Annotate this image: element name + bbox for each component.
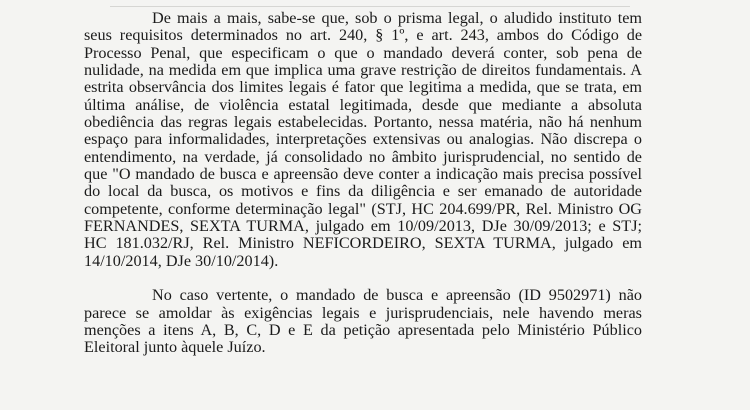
paragraph-legal-requirements: De mais a mais, sabe-se que, sob o prisma legal, o aludido instituto tem seus requisitos determinados no art. 240, § 1º, e art. 243, ambos do Código de Processo Penal, que especificam o que o mandado deverá conter, sob pena de nulidade, na medida em que implica uma grave restrição de direitos fundamentais. A estrita observância dos limites legais é fator que legitima a medida, que se trata, em última análise, de violência estatal legitimada, desde que mediante a absoluta obediência das regras legais estabelecidas. Portanto, nessa matéria, não há nenhum espaço para informalidades, interpretações extensivas ou analogias. Não discrepa o entendimento, na verdade, já consolidado no âmbito jurisprudencial, no sentido de que "O mandado de busca e apreensão deve conter a indicação mais precisa possível do local da busca, os motivos e fins da diligência e ser emanado de autoridade competente, conforme determinação legal" (STJ, HC 204.699/PR, Rel. Ministro OG FERNANDES, SEXTA TURMA, julgado em 10/09/2013, DJe 30/09/2013; e STJ; HC 181.032/RJ, Rel. Ministro NEFICORDEIRO, SEXTA TURMA, julgado em 14/10/2014, DJe 30/10/2014).	[84, 9, 642, 270]
document-page	[84, 10, 642, 357]
top-divider	[110, 6, 630, 7]
paragraph-case-analysis: No caso vertente, o mandado de busca e apreensão (ID 9502971) não parece se amoldar às exigências legais e jurisprudenciais, nele havendo meras menções a itens A, B, C, D e E da petição apresentada pelo Ministério Público Eleitoral junto àquele Juízo.	[84, 286, 642, 357]
